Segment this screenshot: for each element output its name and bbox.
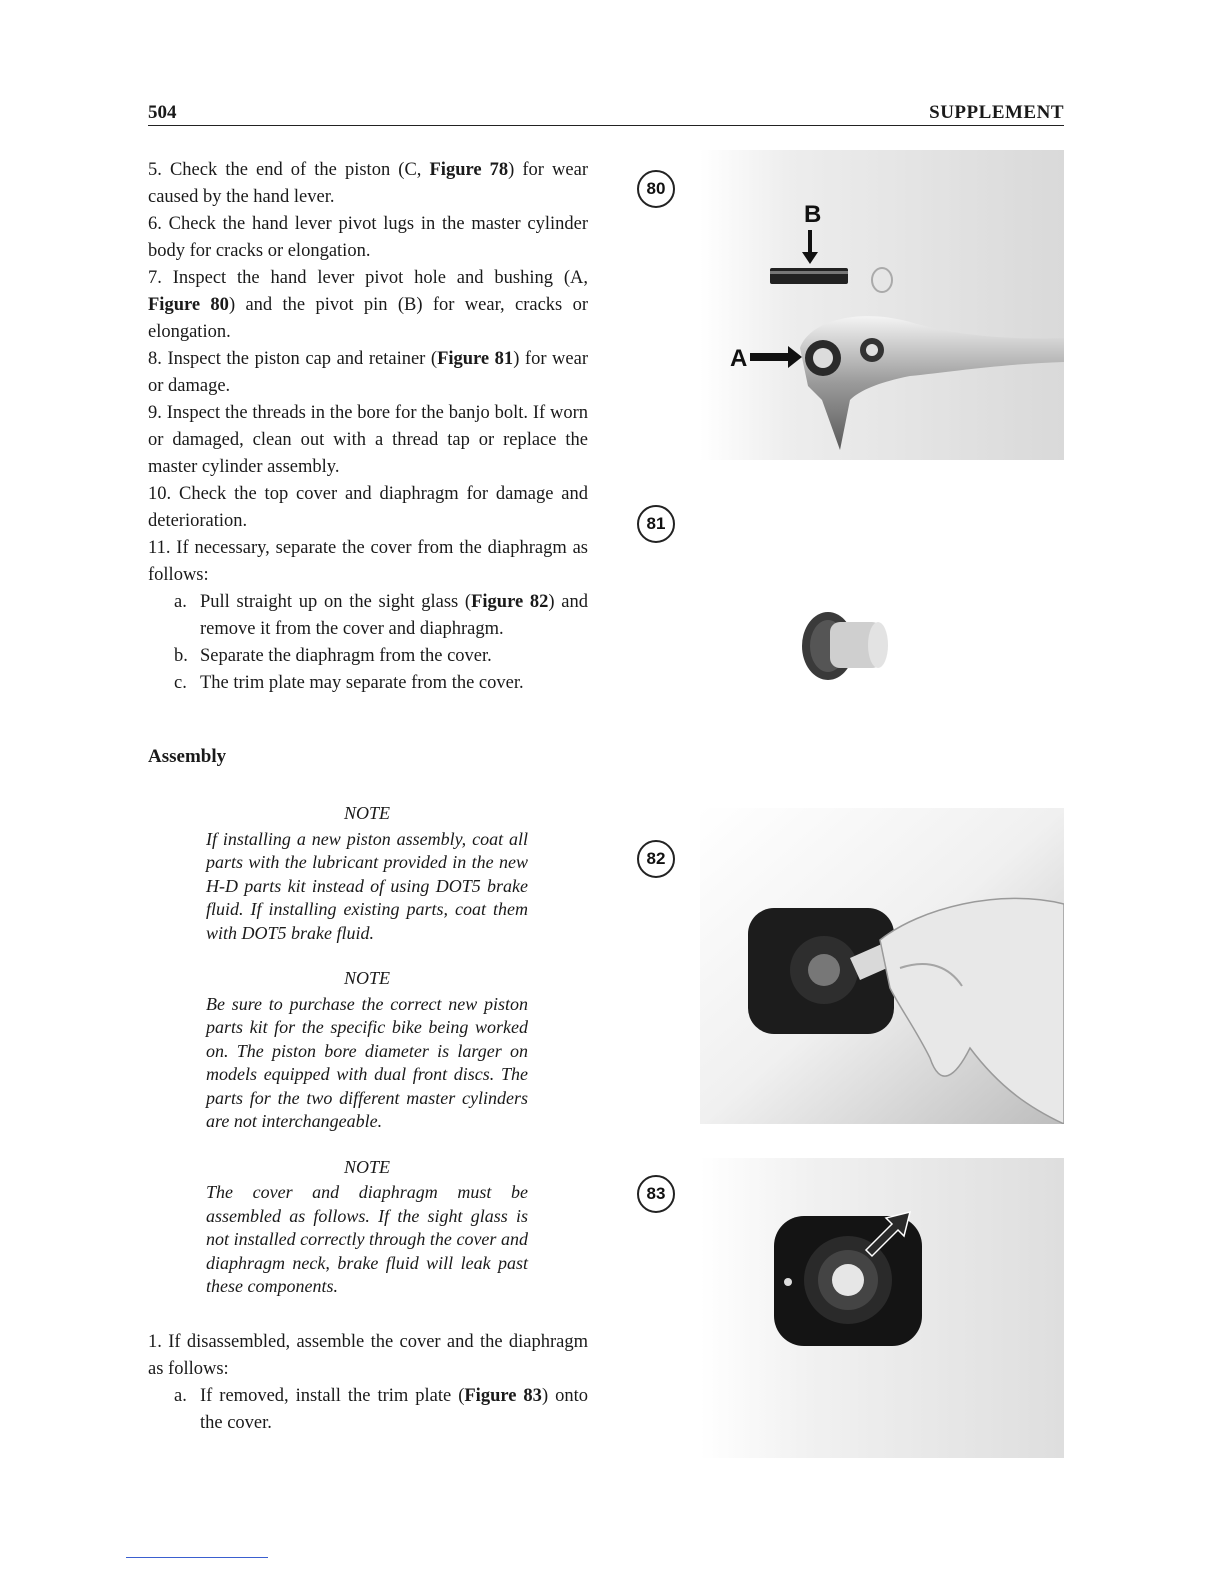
note-3	[206, 1156, 528, 1299]
note-text: Be sure to purchase the correct new piston parts kit for the specific bike being worked on. The piston bore diameter is larger on models equipped with dual front discs. The parts for the two different master cylinders are not interchangeable.	[206, 993, 528, 1131]
page-header	[148, 102, 1064, 128]
figure-ref: Figure 78	[429, 160, 509, 180]
figure-ref: Figure 83	[464, 1385, 542, 1406]
figure-82-photo	[700, 808, 1064, 1124]
callout-b: B	[804, 201, 822, 228]
footer-rule	[126, 1557, 268, 1558]
note-title: NOTE	[343, 1156, 390, 1177]
assembly-heading: Assembly	[148, 746, 227, 767]
step-7: 7. Inspect the hand lever pivot hole and bushing (A, Figure 80) and the pivot pin (B) for wear, cracks or elongation.	[148, 268, 588, 342]
figure-ref: Figure 81	[437, 349, 514, 369]
note-text: The cover and diaphragm must be assembled as follows. If the sight glass is not installed correctly through the cover and diaphragm neck, brake fluid will leak past these components.	[206, 1182, 528, 1296]
figure-83-badge: 83	[637, 1175, 675, 1213]
figure-ref: Figure 82	[471, 592, 549, 612]
step-9: 9. Inspect the threads in the bore for the banjo bolt. If worn or damaged, clean out with a thread tap or replace the master cylinder assembly.	[148, 403, 588, 477]
figure-82-badge: 82	[637, 840, 675, 878]
assembly-step-1: 1. If disassembled, assemble the cover and the diaphragm as follows:	[148, 1331, 588, 1379]
substep-a: a. Pull straight up on the sight glass (Figure 82) and remove it from the cover and diaphragm.	[174, 592, 588, 639]
pivot-pin	[770, 268, 848, 284]
step-10: 10. Check the top cover and diaphragm for damage and deterioration.	[148, 484, 589, 531]
note-2	[206, 967, 528, 1134]
note-text: If installing a new piston assembly, coat all parts with the lubricant provided in the new H-D parts kit instead of using DOT5 brake fluid. If installing existing parts, coat them with DOT5 brake fluid.	[206, 828, 528, 943]
figure-83-photo	[700, 1158, 1064, 1458]
section-title: SUPPLEMENT	[929, 102, 1064, 123]
note-title: NOTE	[343, 803, 390, 823]
text-column	[148, 157, 588, 1437]
note-1	[206, 802, 528, 945]
page-number: 504	[148, 102, 177, 123]
figure-ref: Figure 80	[148, 295, 229, 315]
note-title: NOTE	[343, 968, 390, 988]
substep-b: b. Separate the diaphragm from the cover.	[174, 646, 492, 666]
figure-81-photo	[790, 600, 900, 690]
step-8: 8. Inspect the piston cap and retainer (Figure 81) for wear or damage.	[148, 349, 588, 396]
callout-a: A	[730, 345, 748, 372]
step-11: 11. If necessary, separate the cover from the diaphragm as follows:	[148, 538, 589, 585]
figure-81-badge: 81	[637, 505, 675, 543]
figure-80-badge: 80	[637, 170, 675, 208]
header-rule	[148, 125, 1064, 126]
substep-c: c. The trim plate may separate from the cover.	[174, 673, 524, 693]
step-6: 6. Check the hand lever pivot lugs in the master cylinder body for cracks or elongation.	[148, 214, 589, 261]
figure-80-photo	[700, 150, 1064, 460]
assembly-substep-a: a. If removed, install the trim plate (Figure 83) onto the cover.	[174, 1385, 588, 1433]
step-5: 5. Check the end of the piston (C, Figure 78) for wear caused by the hand lever.	[148, 160, 588, 207]
